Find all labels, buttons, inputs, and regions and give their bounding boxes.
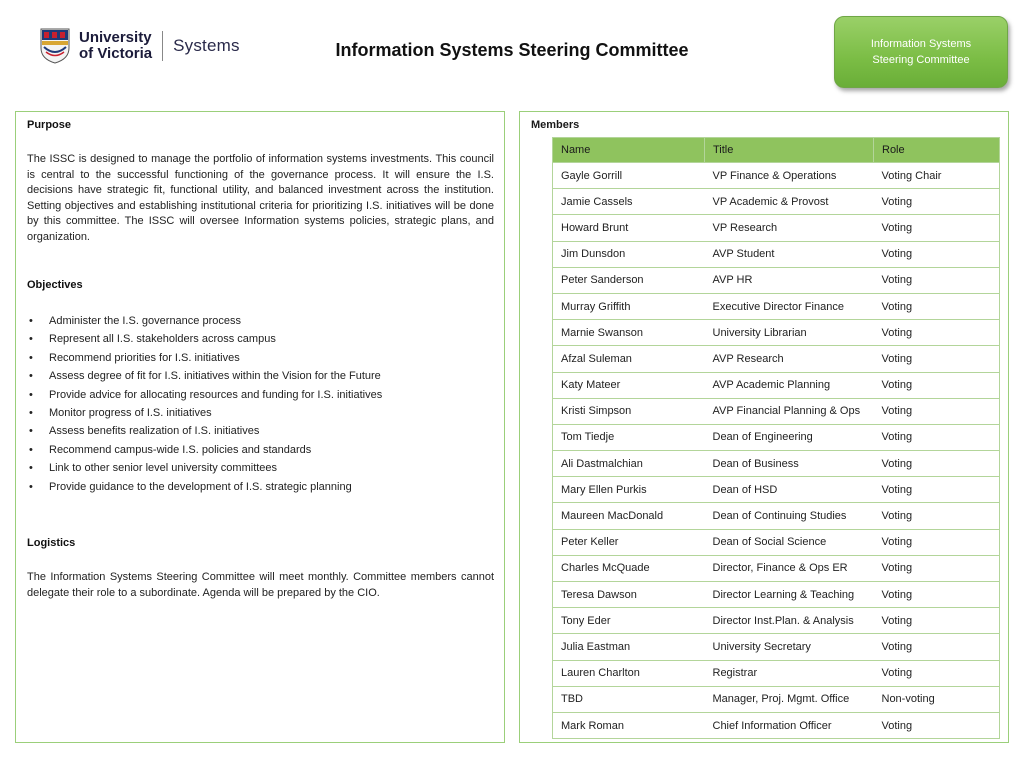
member-role: Voting bbox=[874, 582, 1000, 608]
bullet-icon: • bbox=[29, 406, 33, 419]
objective-text: Link to other senior level university committees bbox=[49, 462, 278, 475]
table-row bbox=[553, 189, 1000, 215]
logo-line-2: of Victoria bbox=[79, 45, 153, 62]
member-role: Voting bbox=[874, 398, 1000, 424]
table-row bbox=[553, 555, 1000, 581]
member-title: Executive Director Finance bbox=[705, 293, 874, 319]
member-title: VP Finance & Operations bbox=[705, 163, 874, 189]
objective-text: Represent all I.S. stakeholders across campus bbox=[49, 333, 276, 346]
logo-line-1: University bbox=[79, 29, 152, 46]
left-panel bbox=[15, 111, 505, 743]
logistics-heading: Logistics bbox=[27, 537, 76, 549]
objective-text: Assess degree of fit for I.S. initiatives within the Vision for the Future bbox=[49, 370, 381, 383]
list-item bbox=[27, 404, 382, 422]
list-item bbox=[27, 422, 382, 440]
table-row bbox=[553, 686, 1000, 712]
table-row bbox=[553, 712, 1000, 738]
objectives-list bbox=[27, 312, 382, 496]
bullet-icon: • bbox=[29, 425, 33, 438]
table-header-row bbox=[553, 138, 1000, 163]
table-row bbox=[553, 529, 1000, 555]
member-role: Voting bbox=[874, 712, 1000, 738]
table-row bbox=[553, 215, 1000, 241]
bullet-icon: • bbox=[29, 388, 33, 401]
member-name: Mark Roman bbox=[553, 712, 705, 738]
member-name: Lauren Charlton bbox=[553, 660, 705, 686]
members-table bbox=[552, 137, 1000, 739]
column-header-role: Role bbox=[874, 138, 1000, 163]
objective-text: Provide guidance to the development of I.S. strategic planning bbox=[49, 480, 352, 493]
list-item bbox=[27, 367, 382, 385]
member-name: Afzal Suleman bbox=[553, 346, 705, 372]
member-title: Dean of Business bbox=[705, 451, 874, 477]
list-item bbox=[27, 349, 382, 367]
table-row bbox=[553, 346, 1000, 372]
right-panel bbox=[519, 111, 1009, 743]
objective-text: Administer the I.S. governance process bbox=[49, 315, 241, 327]
member-name: Marnie Swanson bbox=[553, 320, 705, 346]
member-name: Peter Sanderson bbox=[553, 267, 705, 293]
bullet-icon: • bbox=[29, 370, 33, 383]
table-row bbox=[553, 267, 1000, 293]
badge-line-1: Information Systems bbox=[870, 38, 972, 50]
member-role: Voting bbox=[874, 346, 1000, 372]
member-title: AVP HR bbox=[705, 267, 874, 293]
table-row bbox=[553, 608, 1000, 634]
member-title: Manager, Proj. Mgmt. Office bbox=[705, 686, 874, 712]
member-role: Voting bbox=[874, 503, 1000, 529]
member-role: Voting bbox=[874, 608, 1000, 634]
member-role: Voting bbox=[874, 529, 1000, 555]
member-title: Chief Information Officer bbox=[705, 712, 874, 738]
table-row bbox=[553, 241, 1000, 267]
member-name: Teresa Dawson bbox=[553, 582, 705, 608]
list-item bbox=[27, 441, 382, 459]
objective-text: Assess benefits realization of I.S. initiatives bbox=[49, 425, 260, 438]
objective-text: Monitor progress of I.S. initiatives bbox=[49, 406, 212, 419]
member-title: Dean of Social Science bbox=[705, 529, 874, 555]
member-role: Voting bbox=[874, 293, 1000, 319]
member-name: Peter Keller bbox=[553, 529, 705, 555]
purpose-heading: Purpose bbox=[27, 119, 72, 131]
logo-systems-label: Systems bbox=[173, 36, 240, 55]
member-role: Voting bbox=[874, 555, 1000, 581]
member-name: Kristi Simpson bbox=[553, 398, 705, 424]
member-name: Ali Dastmalchian bbox=[553, 451, 705, 477]
member-title: University Librarian bbox=[705, 320, 874, 346]
member-title: Dean of Continuing Studies bbox=[705, 503, 874, 529]
table-row bbox=[553, 163, 1000, 189]
member-role: Voting bbox=[874, 267, 1000, 293]
member-title: VP Academic & Provost bbox=[705, 189, 874, 215]
logistics-text: The Information Systems Steering Committee will meet monthly. Committee members cannot delegate their role to a subordinate. Agenda will be prepared by the CIO. bbox=[27, 571, 494, 599]
column-header-name: Name bbox=[553, 138, 705, 163]
member-title: VP Research bbox=[705, 215, 874, 241]
member-role: Voting bbox=[874, 215, 1000, 241]
member-name: Julia Eastman bbox=[553, 634, 705, 660]
table-row bbox=[553, 582, 1000, 608]
member-role: Non-voting bbox=[874, 686, 1000, 712]
bullet-icon: • bbox=[29, 480, 33, 493]
member-title: Registrar bbox=[705, 660, 874, 686]
member-role: Voting bbox=[874, 451, 1000, 477]
objective-text: Provide advice for allocating resources and funding for I.S. initiatives bbox=[49, 388, 383, 401]
member-name: Gayle Gorrill bbox=[553, 163, 705, 189]
member-role: Voting bbox=[874, 372, 1000, 398]
member-role: Voting bbox=[874, 660, 1000, 686]
member-role: Voting bbox=[874, 477, 1000, 503]
table-row bbox=[553, 451, 1000, 477]
member-name: Katy Mateer bbox=[553, 372, 705, 398]
bullet-icon: • bbox=[29, 315, 33, 327]
objective-text: Recommend campus-wide I.S. policies and standards bbox=[49, 443, 312, 456]
member-title: Dean of HSD bbox=[705, 477, 874, 503]
member-title: AVP Academic Planning bbox=[705, 372, 874, 398]
purpose-text: The ISSC is designed to manage the portfolio of information systems investments. This council is central to the successful functioning of the governance process. It will ensure the I.S. decisions have strategic fit, functional utility, and balanced investment across the institution. Setting objectives and establishing institutional criteria for prioritizing I.S. initiatives will be done by this committee. The ISSC will oversee Information systems policies, strategic plans, and organization. bbox=[27, 153, 494, 243]
table-row bbox=[553, 398, 1000, 424]
list-item bbox=[27, 478, 382, 496]
member-title: Dean of Engineering bbox=[705, 424, 874, 450]
bullet-icon: • bbox=[29, 333, 33, 346]
member-name: Mary Ellen Purkis bbox=[553, 477, 705, 503]
member-role: Voting bbox=[874, 424, 1000, 450]
objectives-heading: Objectives bbox=[27, 279, 83, 291]
member-title: Director Inst.Plan. & Analysis bbox=[705, 608, 874, 634]
member-title: Director Learning & Teaching bbox=[705, 582, 874, 608]
member-role: Voting bbox=[874, 634, 1000, 660]
table-row bbox=[553, 372, 1000, 398]
member-title: Director, Finance & Ops ER bbox=[705, 555, 874, 581]
members-table-body bbox=[553, 163, 1000, 739]
member-title: University Secretary bbox=[705, 634, 874, 660]
table-row bbox=[553, 477, 1000, 503]
member-name: Tom Tiedje bbox=[553, 424, 705, 450]
member-name: Jamie Cassels bbox=[553, 189, 705, 215]
list-item bbox=[27, 312, 382, 330]
table-row bbox=[553, 424, 1000, 450]
table-row bbox=[553, 503, 1000, 529]
member-name: Jim Dunsdon bbox=[553, 241, 705, 267]
member-name: Murray Griffith bbox=[553, 293, 705, 319]
list-item bbox=[27, 386, 382, 404]
column-header-title: Title bbox=[705, 138, 874, 163]
member-title: AVP Financial Planning & Ops bbox=[705, 398, 874, 424]
list-item bbox=[27, 459, 382, 477]
member-name: TBD bbox=[553, 686, 705, 712]
bullet-icon: • bbox=[29, 351, 33, 364]
member-name: Tony Eder bbox=[553, 608, 705, 634]
badge-line-2: Steering Committee bbox=[872, 54, 970, 66]
member-name: Maureen MacDonald bbox=[553, 503, 705, 529]
list-item bbox=[27, 330, 382, 348]
member-title: AVP Student bbox=[705, 241, 874, 267]
member-name: Howard Brunt bbox=[553, 215, 705, 241]
bullet-icon: • bbox=[29, 443, 33, 456]
member-role: Voting bbox=[874, 241, 1000, 267]
table-row bbox=[553, 320, 1000, 346]
members-heading: Members bbox=[531, 119, 580, 131]
member-role: Voting Chair bbox=[874, 163, 1000, 189]
bullet-icon: • bbox=[29, 462, 33, 475]
committee-badge bbox=[834, 16, 1008, 88]
page-title: Information Systems Steering Committee bbox=[335, 40, 689, 60]
objective-text: Recommend priorities for I.S. initiatives bbox=[49, 351, 240, 364]
member-role: Voting bbox=[874, 320, 1000, 346]
member-title: AVP Research bbox=[705, 346, 874, 372]
member-role: Voting bbox=[874, 189, 1000, 215]
member-name: Charles McQuade bbox=[553, 555, 705, 581]
table-row bbox=[553, 293, 1000, 319]
table-row bbox=[553, 660, 1000, 686]
table-row bbox=[553, 634, 1000, 660]
